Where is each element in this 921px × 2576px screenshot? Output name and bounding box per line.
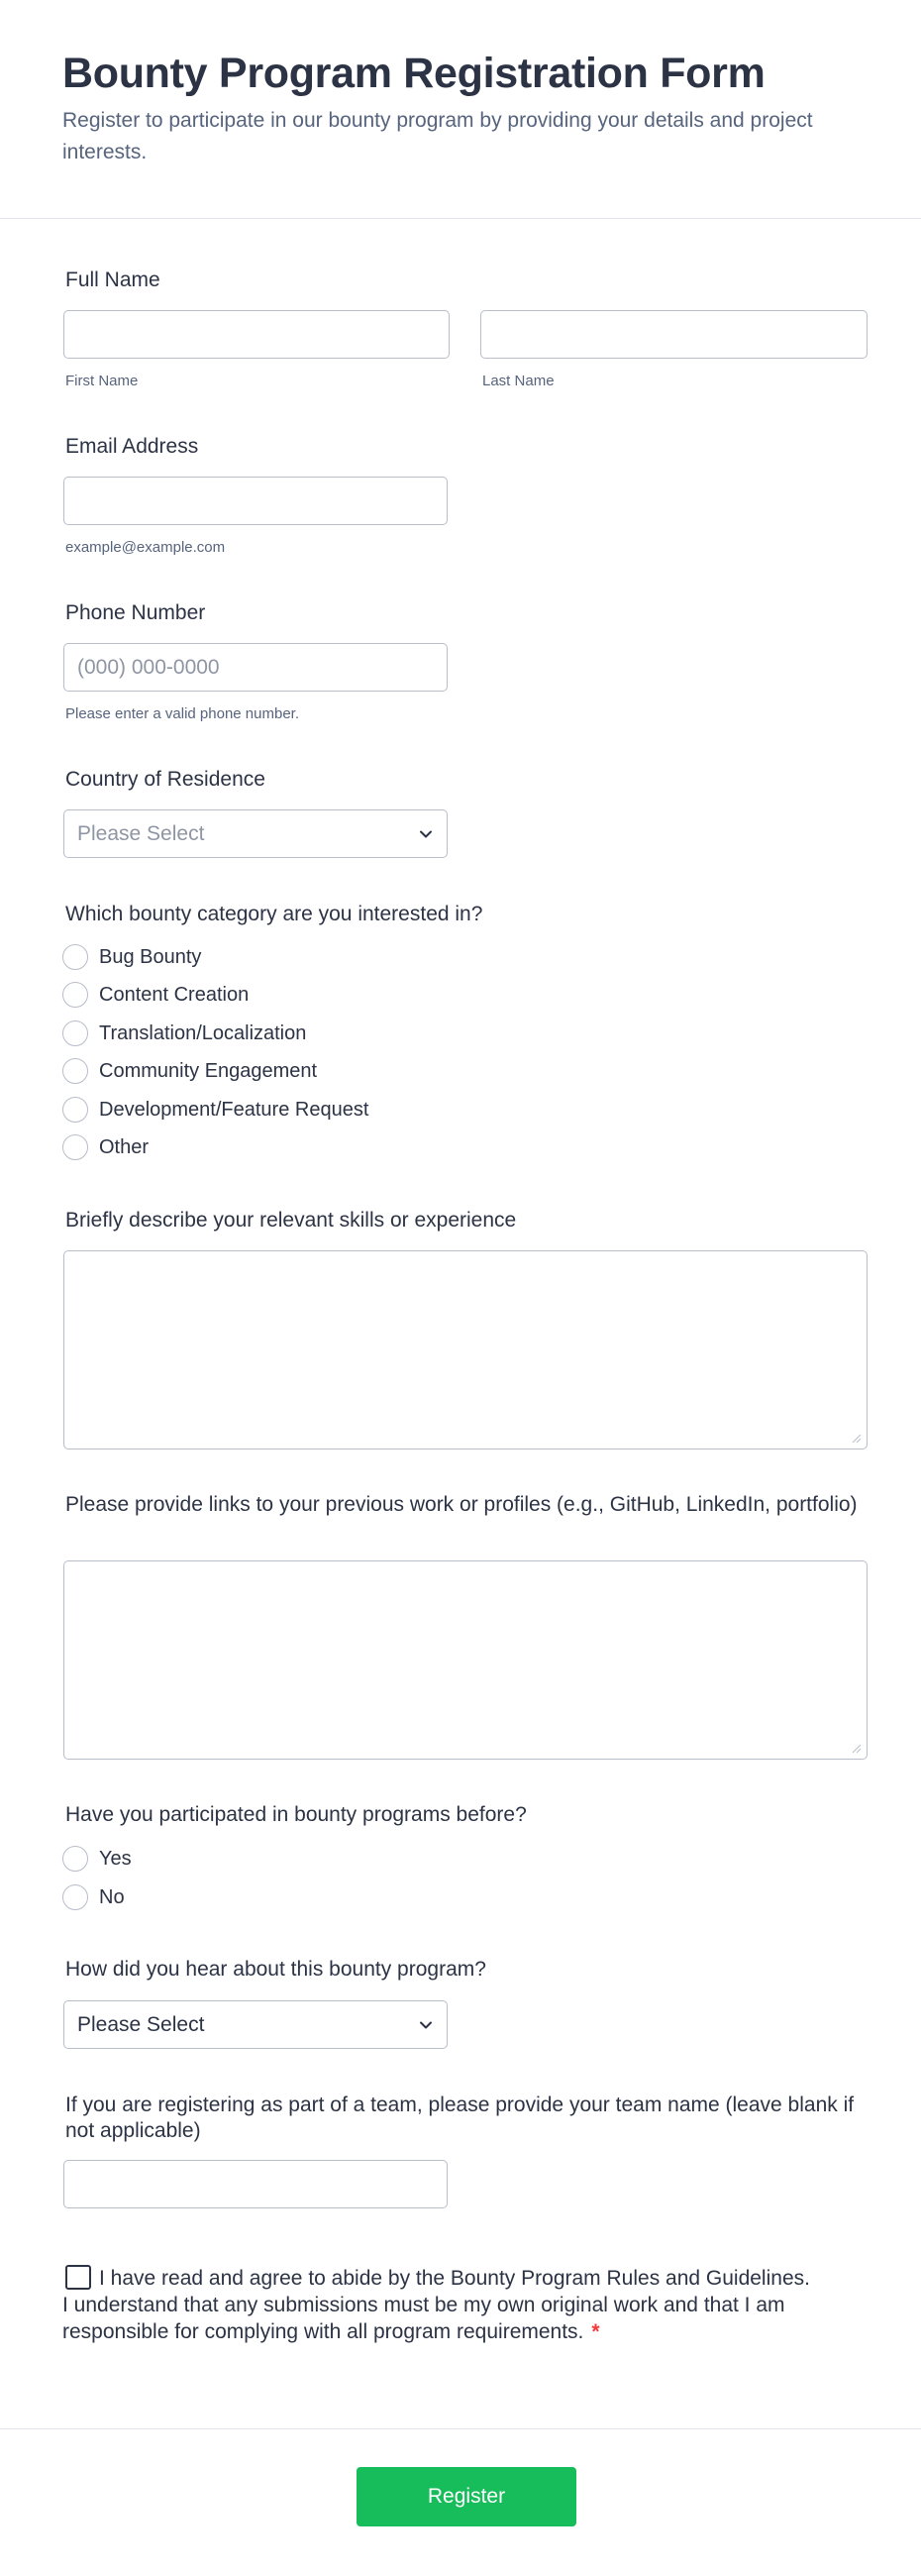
resize-grip-icon[interactable] <box>852 1434 862 1444</box>
email-label: Email Address <box>65 435 199 458</box>
participated-option-yes[interactable] <box>62 1845 132 1873</box>
email-input[interactable] <box>63 477 448 525</box>
country-label: Country of Residence <box>65 768 265 791</box>
radio-button[interactable] <box>62 1134 88 1160</box>
category-option-community[interactable] <box>62 1057 317 1085</box>
radio-button[interactable] <box>62 1884 88 1910</box>
category-option-translation[interactable] <box>62 1020 306 1047</box>
team-name-input[interactable] <box>63 2160 448 2208</box>
radio-label: Community Engagement <box>99 1059 318 1082</box>
register-button[interactable]: Register <box>357 2467 576 2526</box>
skills-label: Briefly describe your relevant skills or experience <box>65 1209 517 1232</box>
radio-label: Other <box>99 1135 150 1158</box>
participated-label: Have you participated in bounty programs before? <box>65 1803 527 1826</box>
category-label: Which bounty category are you interested in? <box>65 903 483 925</box>
category-option-development[interactable] <box>62 1096 368 1124</box>
phone-sublabel: Please enter a valid phone number. <box>65 705 299 722</box>
full-name-label: Full Name <box>65 268 160 291</box>
radio-label: Content Creation <box>99 983 250 1006</box>
category-option-other[interactable] <box>62 1133 149 1161</box>
links-textarea[interactable] <box>63 1560 868 1760</box>
radio-label: Translation/Localization <box>99 1021 307 1044</box>
email-sublabel: example@example.com <box>65 539 226 556</box>
radio-button[interactable] <box>62 1020 88 1046</box>
phone-input[interactable] <box>63 643 448 692</box>
form-title: Bounty Program Registration Form <box>62 50 766 97</box>
last-name-sublabel: Last Name <box>482 373 555 389</box>
skills-textarea[interactable] <box>63 1250 868 1449</box>
chevron-down-icon <box>417 825 435 843</box>
category-option-bug-bounty[interactable] <box>62 943 201 971</box>
last-name-input[interactable] <box>480 310 868 359</box>
radio-button[interactable] <box>62 982 88 1008</box>
chevron-down-icon <box>417 2016 435 2034</box>
first-name-input[interactable] <box>63 310 450 359</box>
radio-button[interactable] <box>62 944 88 970</box>
participated-option-no[interactable] <box>62 1883 125 1911</box>
first-name-sublabel: First Name <box>65 373 139 389</box>
required-asterisk: * <box>591 2320 600 2343</box>
radio-label: Development/Feature Request <box>99 1098 369 1121</box>
agreement-checkbox[interactable] <box>65 2265 91 2290</box>
country-select[interactable] <box>63 809 448 858</box>
form-subtitle: Register to participate in our bounty program by providing your details and project interests. <box>62 109 813 163</box>
agreement-block <box>62 2265 815 2345</box>
referral-select-value: Please Select <box>77 2012 205 2036</box>
radio-label: Bug Bounty <box>99 945 202 968</box>
resize-grip-icon[interactable] <box>852 1744 862 1754</box>
category-option-content-creation[interactable] <box>62 981 249 1009</box>
referral-select[interactable] <box>63 2000 448 2049</box>
radio-button[interactable] <box>62 1097 88 1123</box>
links-label: Please provide links to your previous work or profiles (e.g., GitHub, LinkedIn, portfolio) <box>65 1493 858 1516</box>
form-footer <box>0 2428 921 2576</box>
radio-label: No <box>99 1885 125 1908</box>
agreement-text: I have read and agree to abide by the Bounty Program Rules and Guidelines. I understand that any submissions must be my own original work and that I am responsible for complying with all program requirements. <box>62 2267 810 2343</box>
form-header <box>0 0 921 219</box>
phone-label: Phone Number <box>65 601 206 624</box>
referral-label: How did you hear about this bounty program? <box>65 1958 486 1981</box>
radio-label: Yes <box>99 1847 132 1870</box>
radio-button[interactable] <box>62 1846 88 1872</box>
team-label: If you are registering as part of a team, please provide your team name (leave blank if not applicable) <box>65 2093 855 2142</box>
country-select-value: Please Select <box>77 821 205 845</box>
radio-button[interactable] <box>62 1058 88 1084</box>
